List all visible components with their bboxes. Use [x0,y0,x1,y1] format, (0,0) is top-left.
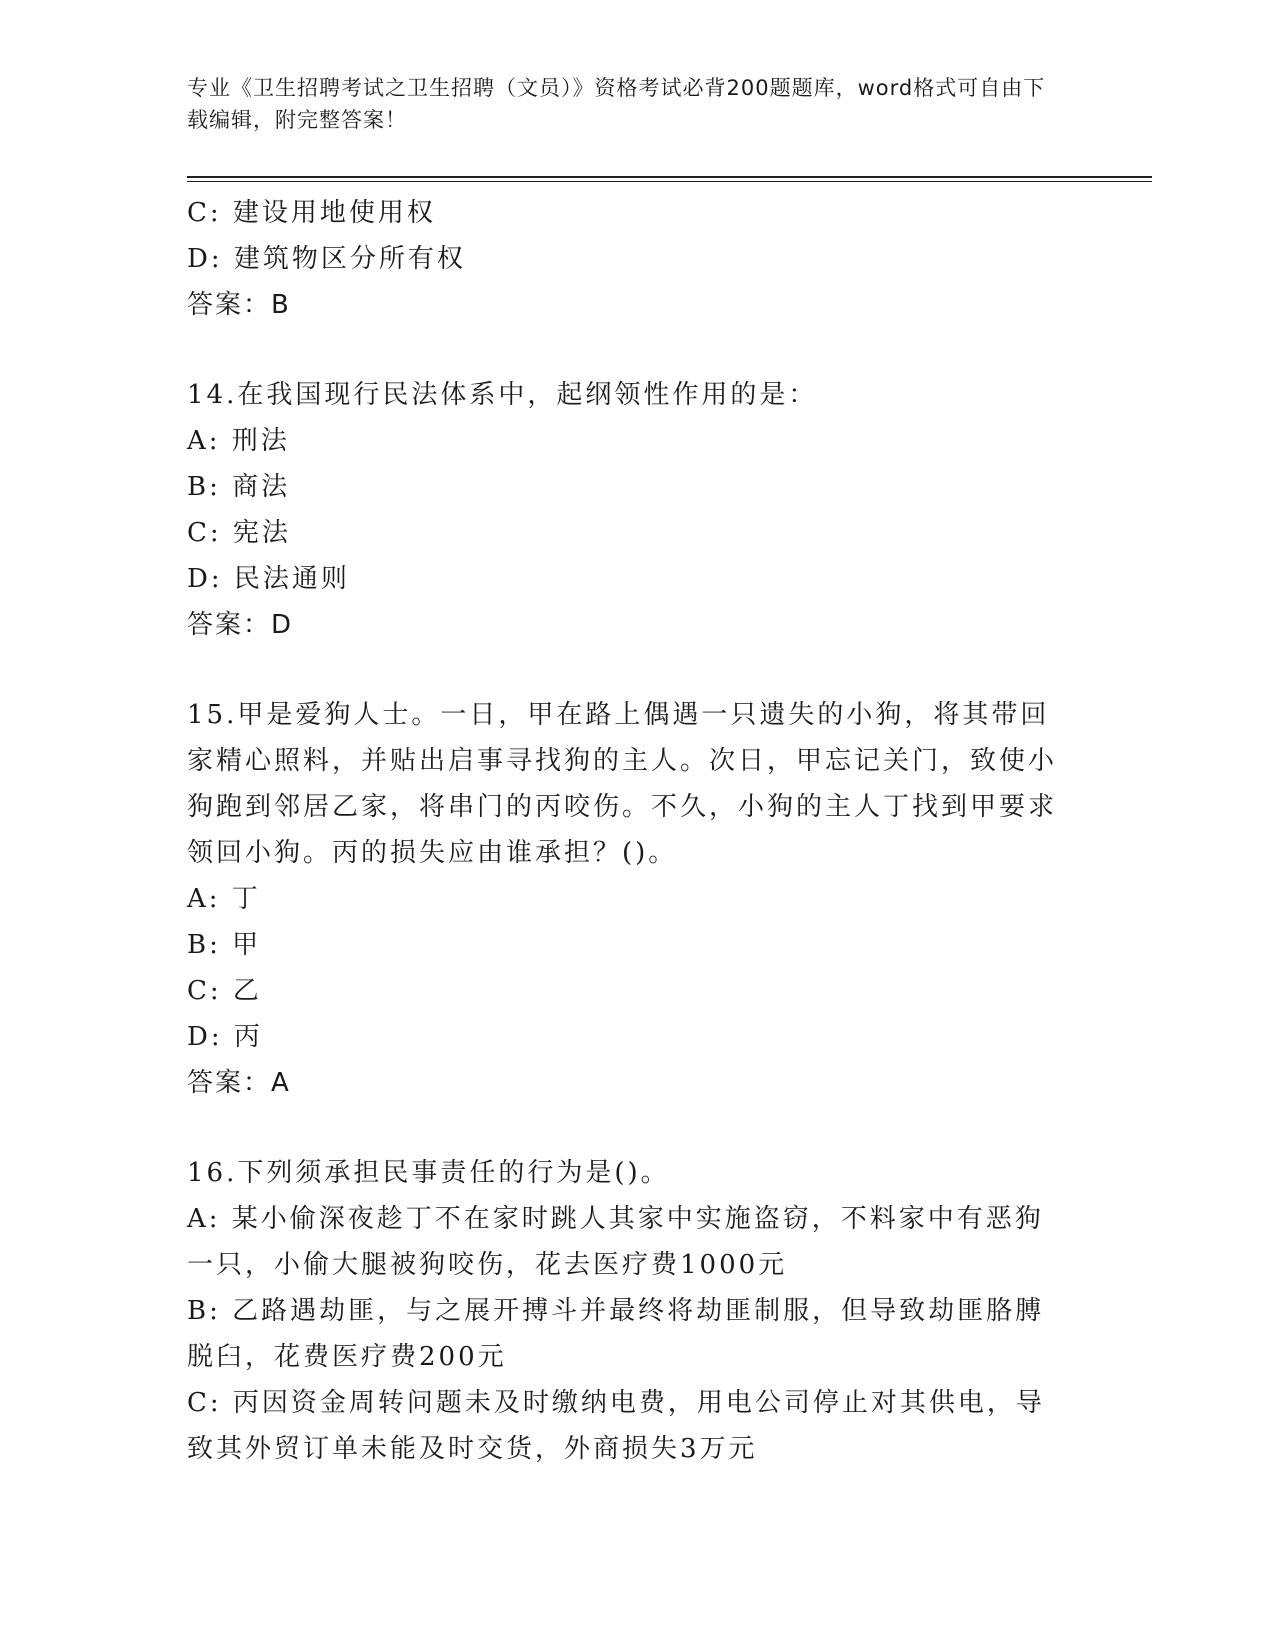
header-rule-thick [187,176,1152,178]
header-rule-thin [187,181,1152,182]
option-d: D: 建筑物区分所有权 [187,244,466,274]
header-title: 专业《卫生招聘考试之卫生招聘（文员）》资格考试必背200题题库，word格式可自由下载编辑，附完整答案！ [187,76,1046,132]
option-c: C: 建设用地使用权 [187,198,436,228]
question-text: 15.甲是爱狗人士。一日，甲在路上偶遇一只遗失的小狗，将其带回家精心照料，并贴出启事寻找狗的主人。次日，甲忘记关门，致使小狗跑到邻居乙家，将串门的丙咬伤。不久，小狗的主人丁找到甲要求领回小狗。丙的损失应由谁承担？()。 [187,700,1058,868]
option-a: A: 丁 [187,884,261,914]
question-13-tail [187,190,1067,328]
question-16 [187,1150,1067,1472]
option-b: B: 商法 [187,472,291,502]
option-c: C: 乙 [187,976,262,1006]
answer: 答案：A [187,1068,291,1098]
question-text: 14.在我国现行民法体系中，起纲领性作用的是： [187,380,818,410]
document-header [187,72,1067,136]
question-15 [187,692,1067,1106]
option-b: B: 乙路遇劫匪，与之展开搏斗并最终将劫匪制服，但导致劫匪胳膊脱臼，花费医疗费200元 [187,1296,1045,1372]
option-c: C: 宪法 [187,518,291,548]
answer: 答案：D [187,610,294,640]
option-d: D: 丙 [187,1022,263,1052]
option-b: B: 甲 [187,930,262,960]
option-c: C: 丙因资金周转问题未及时缴纳电费，用电公司停止对其供电，导致其外贸订单未能及时交货，外商损失3万元 [187,1388,1045,1464]
answer: 答案：B [187,290,291,320]
option-a: A: 刑法 [187,426,290,456]
question-text: 16.下列须承担民事责任的行为是()。 [187,1158,670,1188]
document-body [187,190,1067,1472]
question-14 [187,372,1067,648]
option-d: D: 民法通则 [187,564,350,594]
option-a: A: 某小偷深夜趁丁不在家时跳人其家中实施盗窃，不料家中有恶狗一只，小偷大腿被狗咬伤，花去医疗费1000元 [187,1204,1044,1280]
